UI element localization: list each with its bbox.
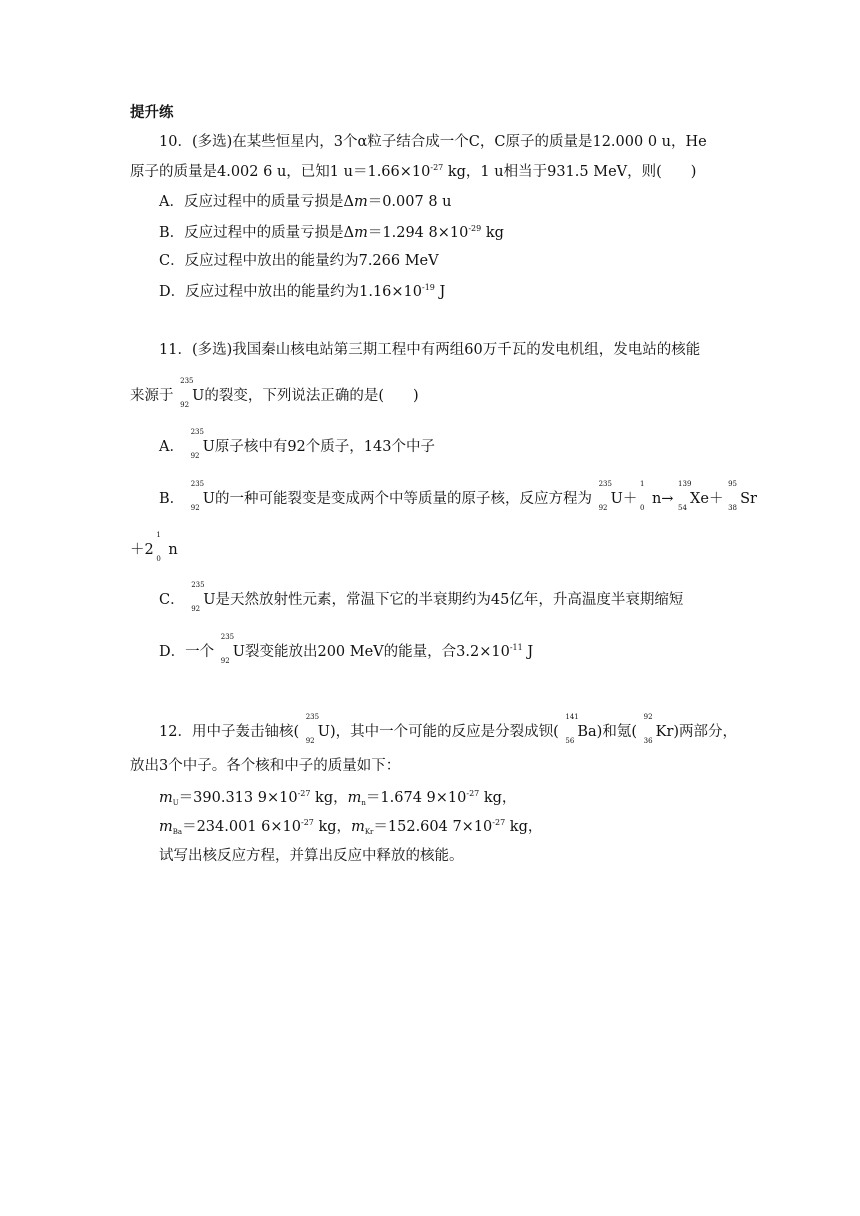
nuclide-mass-number: 139 — [678, 480, 692, 488]
q11-line2-text-a: 来源于 — [130, 388, 174, 404]
nuclide-atomic-number: 92 — [190, 452, 200, 460]
q11-option-a-text: U原子核中有92个质子，143个中子 — [202, 439, 435, 455]
q10-option-a — [159, 195, 452, 210]
q10-option-b-exponent: -29 — [468, 224, 482, 233]
q11-option-c-text: U是天然放射性元素，常温下它的半衰期约为45亿年，升高温度半衰期缩短 — [203, 592, 684, 608]
q10-option-d-text: D．反应过程中放出的能量约为1.16×10 — [159, 284, 423, 300]
q10-option-c: C．反应过程中放出的能量约为7.266 MeV — [159, 253, 439, 269]
mass-exponent: -27 — [300, 818, 314, 827]
q10-option-a-text: A．反应过程中的质量亏损是Δ — [159, 194, 354, 210]
q11-option-b-text: U的一种可能裂变是变成两个中等质量的原子核，反应方程为 — [202, 491, 592, 507]
nuclide-mass-number: 235 — [598, 480, 612, 488]
q11-option-b-continuation — [130, 531, 178, 563]
q12-masses-line2 — [159, 819, 542, 836]
q12-line1-text-c: Ba)和氪( — [577, 724, 637, 740]
q11-option-c-label: C． — [159, 592, 185, 608]
q10-line2-text-a: 原子的质量是4.002 6 u，已知1 u＝1.66×10 — [130, 164, 431, 180]
nuclide-atomic-number: 92 — [190, 504, 200, 512]
mass-symbol: m — [351, 819, 365, 835]
q10-line2-text-b: kg，1 u相当于931.5 MeV，则( ) — [443, 164, 697, 180]
nuclide-mass-number: 235 — [190, 428, 204, 436]
q12-line1-text-a: 12．用中子轰击铀核( — [159, 724, 300, 740]
q10-line1: 10．(多选)在某些恒星内，3个α粒子结合成一个C，C原子的质量是12.000 0 u，He — [159, 134, 707, 150]
nuclide-mass-number: 235 — [190, 480, 205, 488]
q11-option-a — [159, 428, 435, 460]
nuclide-atomic-number: 0 — [156, 555, 161, 563]
q11-option-c — [159, 581, 684, 613]
nuclide-mass-number: 235 — [191, 581, 205, 589]
nuclide-mass-number: 235 — [220, 633, 235, 641]
nuclide-atomic-number: 38 — [728, 504, 737, 512]
section-title: 提升练 — [130, 105, 174, 121]
equation-xe-term: Xe＋ — [690, 491, 724, 507]
mass-value: ＝234.001 6×10 — [182, 819, 301, 835]
q11-option-d-text-a: D．一个 — [159, 644, 215, 660]
mass-subscript: Kr — [364, 828, 374, 836]
q10-line2-exponent: -27 — [430, 163, 444, 172]
q11-option-b — [159, 480, 757, 512]
nuclide-mass-number: 92 — [643, 713, 653, 721]
mass-exponent: -27 — [297, 789, 311, 798]
q12-masses-line1 — [159, 790, 516, 807]
nuclide-mass-number: 1 — [639, 480, 645, 488]
equation-n-term: n — [651, 491, 662, 507]
nuclide-atomic-number: 54 — [678, 504, 687, 512]
arrow-icon: → — [661, 491, 674, 507]
mass-value: ＝390.313 9×10 — [178, 790, 298, 806]
q12-line2: 放出3个中子。各个核和中子的质量如下： — [130, 758, 401, 774]
q10-option-b-value: ＝1.294 8×10 — [367, 225, 469, 241]
nuclide-mass-number: 1 — [156, 531, 161, 539]
q10-option-b-mass-symbol: m — [354, 225, 368, 241]
q12-instruction: 试写出核反应方程，并算出反应中释放的核能。 — [159, 848, 464, 864]
nuclide-atomic-number: 92 — [220, 657, 230, 665]
nuclide-atomic-number: 92 — [180, 401, 190, 409]
nuclide-mass-number: 235 — [305, 713, 320, 721]
nuclide-atomic-number: 36 — [643, 737, 653, 745]
q10-option-d-exponent: -19 — [422, 283, 435, 292]
q10-option-a-value: ＝0.007 8 u — [367, 194, 452, 210]
mass-subscript: Ba — [172, 828, 183, 836]
mass-exponent: -27 — [492, 818, 506, 827]
nuclide-mass-number: 235 — [180, 377, 194, 385]
q11-option-d-exponent: -11 — [509, 643, 523, 652]
mass-symbol: m — [347, 790, 362, 806]
mass-unit: kg， — [313, 819, 352, 835]
q11-option-d-text-b: U裂变能放出200 MeV的能量，合3.2×10 — [232, 644, 510, 660]
q11-option-d-unit: J — [522, 644, 534, 660]
nuclide-atomic-number: 92 — [598, 504, 608, 512]
nuclide-mass-number: 141 — [565, 713, 579, 721]
q10-option-b-unit: kg — [481, 225, 504, 241]
nuclide-mass-number: 95 — [728, 480, 737, 488]
q11-line1: 11．(多选)我国秦山核电站第三期工程中有两组60万千瓦的发电机组，发电站的核能 — [159, 342, 701, 358]
equation-u-term: U＋ — [610, 491, 638, 507]
q11-line2-text-b: U的裂变，下列说法正确的是( ) — [192, 388, 419, 404]
nuclide-atomic-number: 0 — [639, 504, 645, 512]
nuclide-atomic-number: 56 — [565, 737, 575, 745]
mass-unit: kg， — [505, 819, 543, 835]
mass-unit: kg， — [479, 790, 517, 806]
mass-unit: kg， — [310, 790, 348, 806]
q11-line2 — [130, 377, 419, 409]
q10-line2 — [130, 164, 696, 180]
q10-option-b-text: B．反应过程中的质量亏损是Δ — [159, 225, 355, 241]
equation-n-term: n — [168, 542, 178, 558]
q10-option-d — [159, 284, 445, 300]
nuclide-atomic-number: 92 — [305, 737, 315, 745]
equation-plus-two: ＋2 — [130, 542, 154, 558]
q11-option-d — [159, 633, 534, 665]
mass-value: ＝152.604 7×10 — [373, 819, 493, 835]
mass-subscript: n — [361, 799, 366, 807]
q11-option-a-label: A． — [159, 439, 184, 455]
nuclide-atomic-number: 92 — [191, 605, 201, 613]
equation-sr-term: Sr — [740, 491, 757, 507]
mass-value: ＝1.674 9×10 — [365, 790, 467, 806]
q10-option-b — [159, 225, 504, 241]
q12-line1-text-b: U)，其中一个可能的反应是分裂成钡( — [317, 724, 559, 740]
q12-line1 — [159, 713, 738, 745]
q11-option-b-label: B． — [159, 491, 185, 507]
q12-line1-text-d: Kr)两部分， — [655, 724, 738, 740]
q10-option-d-unit: J — [434, 284, 446, 300]
q10-option-a-mass-symbol: m — [353, 194, 368, 210]
mass-symbol: m — [159, 819, 173, 835]
mass-exponent: -27 — [466, 789, 480, 798]
mass-subscript: U — [172, 799, 179, 807]
mass-symbol: m — [159, 790, 173, 806]
